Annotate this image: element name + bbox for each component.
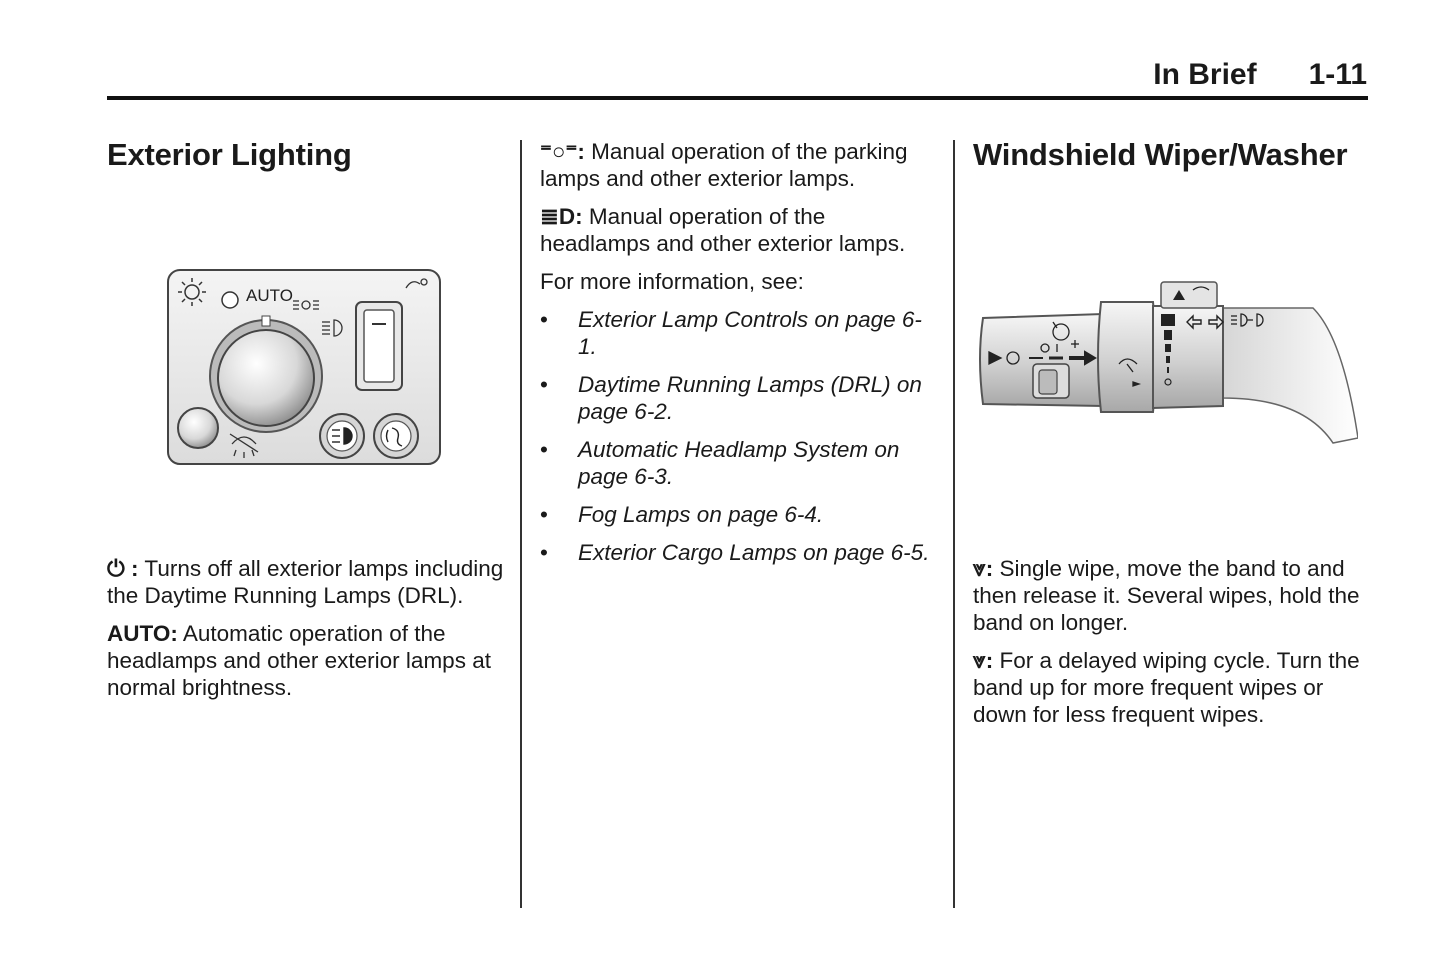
wiper-stalk-figure xyxy=(973,278,1358,448)
list-item[interactable]: • Daytime Running Lamps (DRL) on page 6-2. xyxy=(540,372,922,424)
mist-icon: ⩔: xyxy=(973,556,994,581)
off-description: ⏻ : Turns off all exterior lamps including the Daytime Running Lamps (DRL). xyxy=(107,556,504,608)
list-item[interactable]: • Automatic Headlamp System on page 6-3. xyxy=(540,437,900,489)
headlamp-icon: ≣D: xyxy=(540,204,583,229)
exterior-lighting-heading: Exterior Lighting xyxy=(107,137,352,172)
off-position-icon xyxy=(222,292,238,308)
list-item[interactable]: • Fog Lamps on page 6-4. xyxy=(540,502,824,527)
headlamp-description: ≣D: Manual operation of the headlamps and other exterior lamps. xyxy=(540,204,906,256)
column-divider xyxy=(953,140,955,908)
wiper-band xyxy=(1098,302,1156,412)
wiper-descriptions xyxy=(973,555,1365,728)
header-rule xyxy=(107,96,1368,100)
stalk-arm xyxy=(1223,308,1358,443)
list-item[interactable]: • Exterior Lamp Controls on page 6-1. xyxy=(540,307,922,359)
parking-lamp-icon: ⁼○⁼: xyxy=(540,139,585,164)
wiper-column xyxy=(973,136,1365,174)
power-off-icon: ⏻ : xyxy=(107,556,139,581)
mist-tab xyxy=(1161,282,1217,308)
headlamp-knob xyxy=(218,330,314,426)
headlamp-switch-figure xyxy=(166,268,442,468)
section-title: In Brief xyxy=(1153,58,1257,91)
more-info-label: For more information, see: xyxy=(540,269,804,294)
page-number: 1-11 xyxy=(1308,58,1367,91)
wiper-heading: Windshield Wiper/Washer xyxy=(973,137,1348,172)
auto-label: AUTO xyxy=(246,286,293,305)
column-divider xyxy=(520,140,522,908)
single-wipe-description: ⩔: Single wipe, move the band to and then release it. Several wipes, hold the band on longer. xyxy=(973,556,1360,635)
reference-list xyxy=(540,306,940,566)
knob-indicator xyxy=(262,316,270,326)
page-header xyxy=(1153,58,1367,92)
exterior-lighting-column xyxy=(107,136,505,174)
exterior-lighting-descriptions xyxy=(107,555,505,701)
list-item[interactable]: • Exterior Cargo Lamps on page 6-5. xyxy=(540,540,930,565)
parking-lamp-description: ⁼○⁼: Manual operation of the parking lamps and other exterior lamps. xyxy=(540,139,908,191)
auto-description: AUTO: Automatic operation of the headlamps and other exterior lamps at normal brightness. xyxy=(107,621,491,700)
delay-wipe-description: ⩔: For a delayed wiping cycle. Turn the band up for more frequent wipes or down for less frequent wipes. xyxy=(973,648,1360,727)
lighting-continued-column xyxy=(540,138,940,577)
dome-override-button xyxy=(178,408,218,448)
delay-wipe-icon: ⩔: xyxy=(973,648,994,673)
